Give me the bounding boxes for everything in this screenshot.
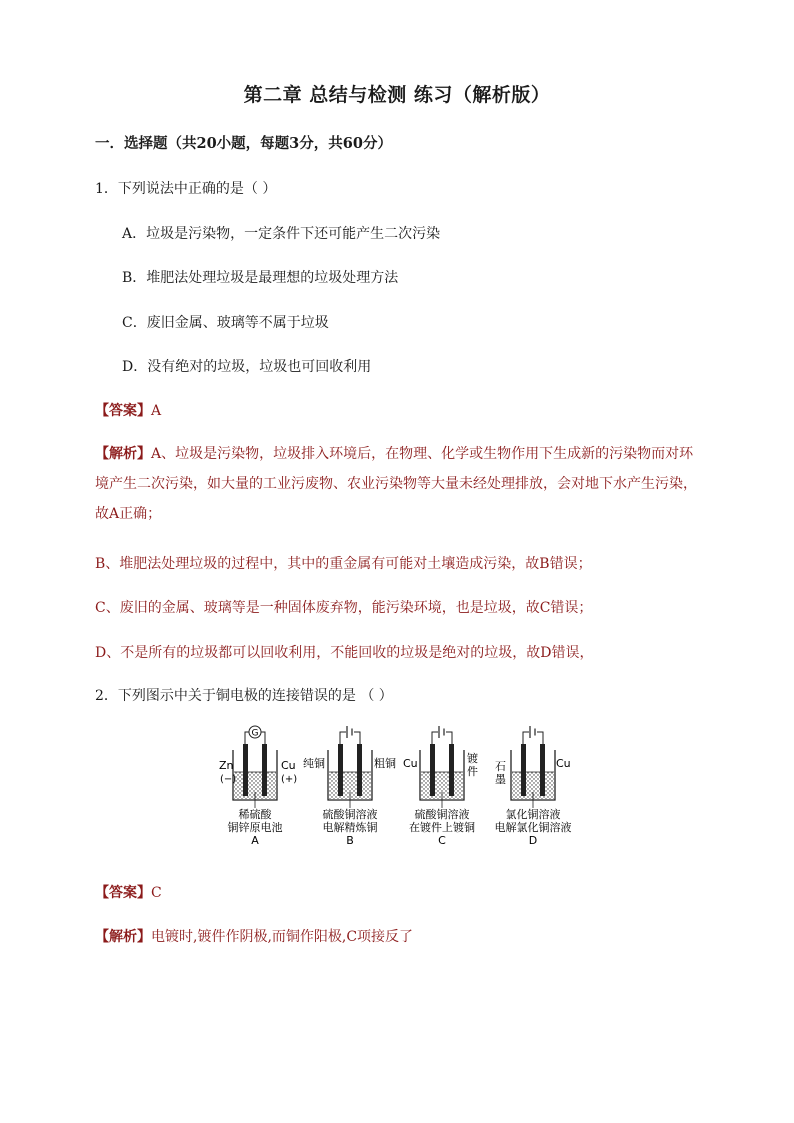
question-1-answer (95, 400, 161, 420)
galvanometer-label: G (251, 728, 259, 739)
question-1-analysis-c: C、废旧的金属、玻璃等是一种固体废弃物，能污染环境，也是垃圾，故C错误； (95, 600, 593, 616)
cell-a-solution: 稀硫酸 (238, 808, 272, 821)
question-1-stem: 1．下列说法中正确的是（ ） (95, 181, 277, 197)
analysis-label: 【解析】 (95, 446, 151, 462)
question-1-option-c[interactable]: C．废旧金属、玻璃等不属于垃圾 (122, 315, 329, 331)
analysis-label: 【解析】 (95, 929, 151, 945)
question-1-analysis-a (95, 439, 703, 529)
question-2-analysis (95, 926, 413, 946)
cell-a-right-sign: (+) (281, 774, 298, 785)
cell-b-caption: 电解精炼铜 (322, 821, 378, 834)
question-1-option-d[interactable]: D．没有绝对的垃圾，垃圾也可回收利用 (122, 359, 372, 375)
cell-c-left-label: Cu (403, 757, 418, 770)
question-1-option-b[interactable]: B．堆肥法处理垃圾是最理想的垃圾处理方法 (122, 270, 399, 286)
cell-a-right-label: Cu (281, 759, 296, 772)
cell-b-left-label: 纯铜 (303, 757, 325, 770)
cell-c (403, 726, 478, 847)
analysis-text: 电镀时,镀件作阴极,而铜作阳极,C项接反了 (151, 929, 414, 945)
cell-a-letter: A (251, 834, 259, 847)
cell-c-letter: C (438, 834, 446, 847)
electrode-diagram (205, 722, 595, 852)
cell-d-left-label-1: 石 (495, 760, 506, 773)
cell-b-solution: 硫酸铜溶液 (322, 808, 378, 821)
question-1-analysis-b: B、堆肥法处理垃圾的过程中，其中的重金属有可能对土壤造成污染，故B错误； (95, 556, 592, 572)
cell-d-left-label-2: 墨 (495, 773, 506, 786)
question-2-stem: 2．下列图示中关于铜电极的连接错误的是 （ ） (95, 688, 393, 704)
cell-c-right-label-2: 件 (467, 765, 478, 778)
cell-b-right-label: 粗铜 (374, 757, 396, 770)
analysis-text: A、垃圾是污染物，垃圾排入环境后，在物理、化学或生物作用下生成新的污染物而对环境产生二次污染，如大量的工业污废物、农业污染物等大量未经处理排放，会对地下水产生污染，故A正确； (95, 446, 697, 522)
answer-label: 【答案】 (95, 403, 151, 419)
cell-d-letter: D (528, 834, 538, 847)
cell-d-caption: 电解氯化铜溶液 (494, 821, 572, 834)
cell-d-solution: 氯化铜溶液 (505, 808, 561, 821)
cell-a-left-label: Zn (219, 759, 234, 772)
cell-d (495, 726, 572, 847)
question-2-answer (95, 882, 162, 902)
cell-d-right-label: Cu (556, 757, 571, 770)
answer-value: C (151, 885, 162, 901)
cell-a-caption: 铜锌原电池 (227, 821, 283, 834)
cell-c-caption: 在镀件上镀铜 (409, 821, 475, 834)
cell-a-left-sign: (−) (220, 774, 237, 785)
cell-c-solution: 硫酸铜溶液 (414, 808, 470, 821)
section-heading: 一．选择题（共20小题，每题3分，共60分） (95, 135, 392, 152)
cell-b (303, 726, 396, 847)
page-title: 第二章 总结与检测 练习（解析版） (243, 84, 551, 106)
cell-c-right-label-1: 镀 (467, 752, 478, 765)
cell-b-letter: B (346, 834, 354, 847)
question-1-option-a[interactable]: A．垃圾是污染物，一定条件下还可能产生二次污染 (122, 226, 441, 242)
question-1-analysis-d: D、不是所有的垃圾都可以回收利用，不能回收的垃圾是绝对的垃圾，故D错误， (95, 645, 594, 661)
cell-a (219, 726, 297, 847)
answer-label: 【答案】 (95, 885, 151, 901)
answer-value: A (151, 403, 162, 419)
